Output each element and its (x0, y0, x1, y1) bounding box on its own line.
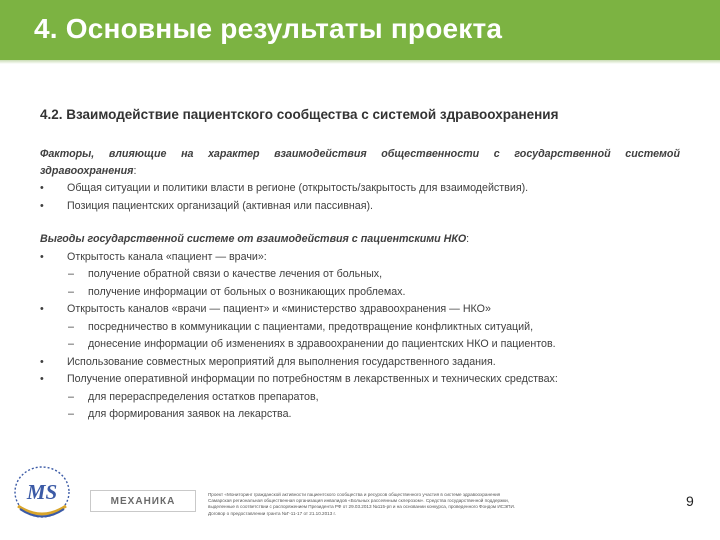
bullet-marker: • (40, 355, 44, 368)
benefits-subitem (40, 284, 680, 302)
factors-item (40, 198, 680, 216)
factors-lead-colon: : (133, 165, 137, 177)
ms-logo-icon (10, 462, 74, 522)
benefits-item (40, 301, 680, 319)
benefits-subitem (40, 389, 680, 407)
benefits-item-text: Открытость канала «пациент — врачи»: (67, 250, 267, 263)
logo1-lettering: MS (26, 480, 58, 504)
benefits-subitem-text: получение информации от больных о возникающих проблемах. (88, 285, 406, 298)
spacer (40, 215, 680, 231)
benefits-lead (40, 231, 680, 249)
bullet-marker: • (40, 373, 44, 385)
bullet-marker: • (40, 182, 44, 194)
organization-logo (10, 462, 74, 522)
benefits-item (40, 249, 680, 267)
factors-item-text: Общая ситуации и политики власти в регионе (открытость/закрытость для взаимодействия). (67, 182, 529, 194)
benefits-subitem-text: получение обратной связи о качестве лечения от больных, (88, 268, 383, 280)
benefits-subitem (40, 406, 680, 424)
benefits-lead-text: Выгоды государственной системе от взаимодействия с пациентскими НКО (40, 233, 467, 245)
footer-line: Договор о предоставлении гранта №Г-11-17 от 21.10.2013 г. (208, 510, 336, 516)
factors-lead-text: Факторы, влияющие на характер взаимодействия общественности с государственной системой здравоохранения (40, 148, 680, 177)
benefits-item (40, 354, 680, 372)
dash-marker: – (68, 390, 74, 403)
benefits-subitem-text: донесение информации об изменениях в здравоохранении до пациентских НКО и пациентов. (88, 338, 556, 350)
main-content (40, 146, 680, 424)
dash-marker: – (68, 285, 74, 298)
footer-line: Проект «Мониторинг гражданской активности пациентского сообщества и ресурсов общественного участия в системе здравоохранения (208, 492, 501, 497)
benefits-subitem (40, 336, 680, 354)
benefits-subitem (40, 319, 680, 337)
benefits-lead-colon: : (466, 233, 470, 245)
page-title: 4. Основные результаты проекта (34, 13, 503, 44)
partner-logo (90, 490, 196, 512)
benefits-item-text: Открытость каналов «врачи — пациент» и «министерство здравоохранения — НКО» (67, 303, 491, 315)
dash-marker: – (68, 338, 74, 350)
header-shadow (0, 60, 720, 64)
benefits-subitem-text: посредничество в коммуникации с пациентами, предотвращение конфликтных ситуаций, (88, 320, 534, 333)
dash-marker: – (68, 268, 74, 280)
benefits-subitem (40, 266, 680, 284)
header-bar (0, 0, 720, 60)
footer-line: выделенные в соответствии с распоряжением Президента РФ от 29.03.2013 №115-рп и на основании конкурса, проведенного Фондом ИСЭПИ. (208, 504, 516, 510)
footer-grant-notice (208, 492, 648, 517)
factors-item-text: Позиция пациентских организаций (активная или пассивная). (67, 199, 374, 212)
benefits-item-text: Получение оперативной информации по потребностям в лекарственных и технических средствах: (67, 373, 558, 385)
bullet-marker: • (40, 303, 44, 315)
bullet-marker: • (40, 199, 44, 212)
footer-line: Самарская региональная общественная организация инвалидов «Больных рассеянным склерозом». Средства государственной поддержки, (208, 498, 509, 504)
dash-marker: – (68, 320, 74, 333)
factors-item (40, 180, 680, 198)
bullet-marker: • (40, 250, 44, 263)
section-heading: 4.2. Взаимодействие пациентского сообщества с системой здравоохранения (40, 107, 559, 122)
dash-marker: – (68, 408, 74, 420)
benefits-subitem-text: для перераспределения остатков препаратов, (88, 390, 319, 403)
partner-logo-text: МЕХАНИКА (110, 495, 176, 507)
benefits-subitem-text: для формирования заявок на лекарства. (88, 408, 292, 420)
page-number: 9 (686, 493, 694, 509)
benefits-item-text: Использование совместных мероприятий для выполнения государственного задания. (67, 355, 496, 368)
benefits-item (40, 371, 680, 389)
factors-lead (40, 146, 680, 180)
